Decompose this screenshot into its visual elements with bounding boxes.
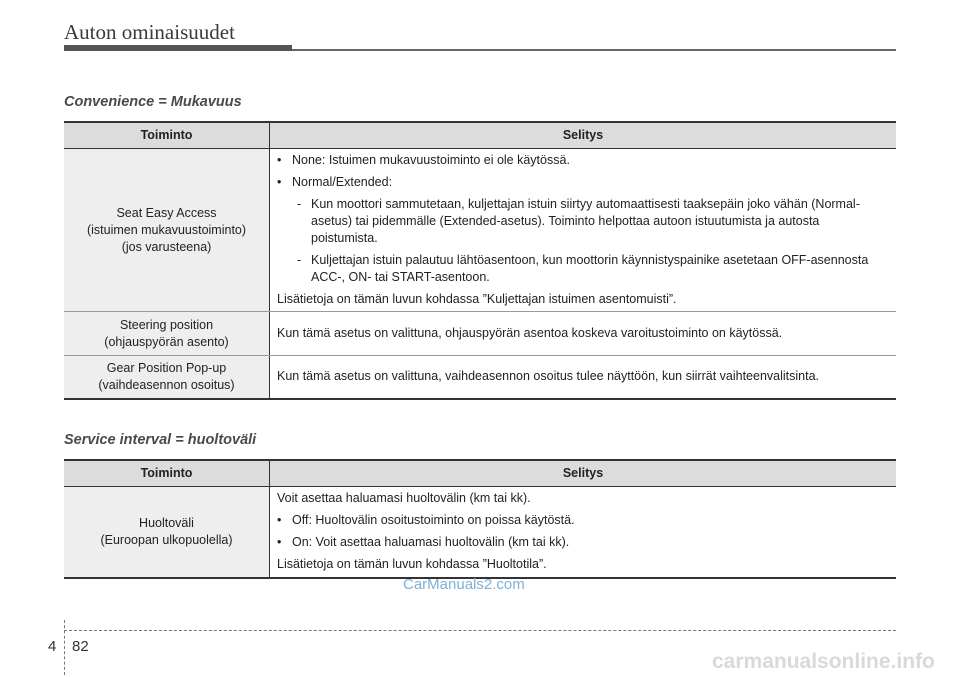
bullet-icon: •	[277, 175, 282, 189]
reference-note: Lisätietoja on tämän luvun kohdassa ”Huoltotila”.	[277, 557, 547, 572]
function-cell	[64, 149, 270, 312]
chapter-number: 4	[48, 638, 57, 655]
description-cell	[270, 356, 897, 399]
function-subtitle: (vaihdeasennon osoitus)	[98, 377, 235, 392]
description-cell	[270, 149, 897, 312]
bullet-icon: •	[277, 535, 282, 550]
section-title-convenience: Convenience = Mukavuus	[64, 94, 242, 110]
table-row-gear-position-popup	[64, 356, 896, 399]
table-row-steering-position	[64, 312, 896, 356]
description-intro: Voit asettaa haluamasi huoltovälin (km tai kk).	[277, 491, 531, 506]
function-note: (jos varusteena)	[121, 239, 212, 254]
reference-note: Lisätietoja on tämän luvun kohdassa ”Kuljettajan istuimen asentomuisti”.	[277, 292, 677, 306]
dash-icon: -	[297, 197, 302, 211]
bullet-icon: •	[277, 513, 282, 528]
description-cell	[270, 487, 897, 578]
function-cell	[64, 487, 270, 578]
table-row-service-interval	[64, 487, 896, 578]
function-name: Steering position	[119, 317, 214, 332]
footer-divider	[64, 630, 896, 631]
table-header-row	[64, 460, 896, 487]
footer-vertical-divider	[64, 620, 65, 675]
dash-icon: -	[297, 253, 302, 267]
page-number: 82	[72, 638, 89, 655]
list-item	[277, 534, 888, 551]
function-name: Seat Easy Access	[116, 205, 217, 220]
list-item	[277, 512, 888, 529]
list-item-text: None: Istuimen mukavuustoiminto ei ole käytössä.	[292, 153, 570, 167]
function-cell	[64, 356, 270, 399]
list-item-text: On: Voit asettaa haluamasi huoltovälin (km tai kk).	[292, 535, 570, 550]
sub-list-item-text: Kuljettajan istuin palautuu lähtöasentoon, kun moottorin käynnistyspainike asetetaan OFF-asennosta ACC-, ON- tai START-asentoon.	[311, 253, 869, 284]
bullet-icon: •	[277, 153, 282, 167]
column-header-description: Selitys	[270, 460, 897, 487]
description-text: Kun tämä asetus on valittuna, vaihdeasennon osoitus tulee näyttöön, kun siirrät vaihteenvalitsinta.	[277, 369, 820, 384]
function-subtitle: (ohjauspyörän asento)	[104, 334, 229, 349]
sub-list-item	[277, 196, 888, 247]
list-item-text: Off: Huoltovälin osoitustoiminto on poissa käytöstä.	[292, 513, 575, 528]
watermark-carmanualsonline: carmanualsonline.info	[712, 650, 935, 673]
function-subtitle: (istuimen mukavuustoiminto)	[86, 222, 247, 237]
column-header-function: Toiminto	[64, 460, 270, 487]
list-item	[277, 152, 888, 169]
table-header-row	[64, 122, 896, 149]
convenience-table	[64, 121, 896, 400]
column-header-description: Selitys	[270, 122, 897, 149]
table-row-seat-easy-access	[64, 149, 896, 312]
header-accent-bar	[64, 45, 292, 51]
list-item	[277, 174, 888, 191]
service-interval-table	[64, 459, 896, 579]
function-subtitle: (Euroopan ulkopuolella)	[100, 532, 233, 547]
sub-list-item	[277, 252, 888, 286]
section-title-service-interval: Service interval = huoltoväli	[64, 432, 257, 448]
description-cell	[270, 312, 897, 356]
page-header-title: Auton ominaisuudet	[64, 20, 235, 44]
list-item-text: Normal/Extended:	[292, 175, 393, 189]
function-name: Huoltoväli	[139, 515, 194, 530]
watermark-carmanuals2: CarManuals2.com	[403, 576, 525, 593]
function-cell	[64, 312, 270, 356]
description-text: Kun tämä asetus on valittuna, ohjauspyörän asentoa koskeva varoitustoiminto on käytössä.	[277, 326, 783, 340]
column-header-function: Toiminto	[64, 122, 270, 149]
sub-list-item-text: Kun moottori sammutetaan, kuljettajan istuin siirtyy automaattisesti taaksepäin joko vähän (Normal-asetus) tai pidemmälle (Extended-asetus). Toiminto helpottaa autoon istuutumista ja autosta poistumista.	[311, 197, 860, 245]
header-rule	[292, 49, 896, 51]
function-name: Gear Position Pop-up	[106, 360, 227, 375]
